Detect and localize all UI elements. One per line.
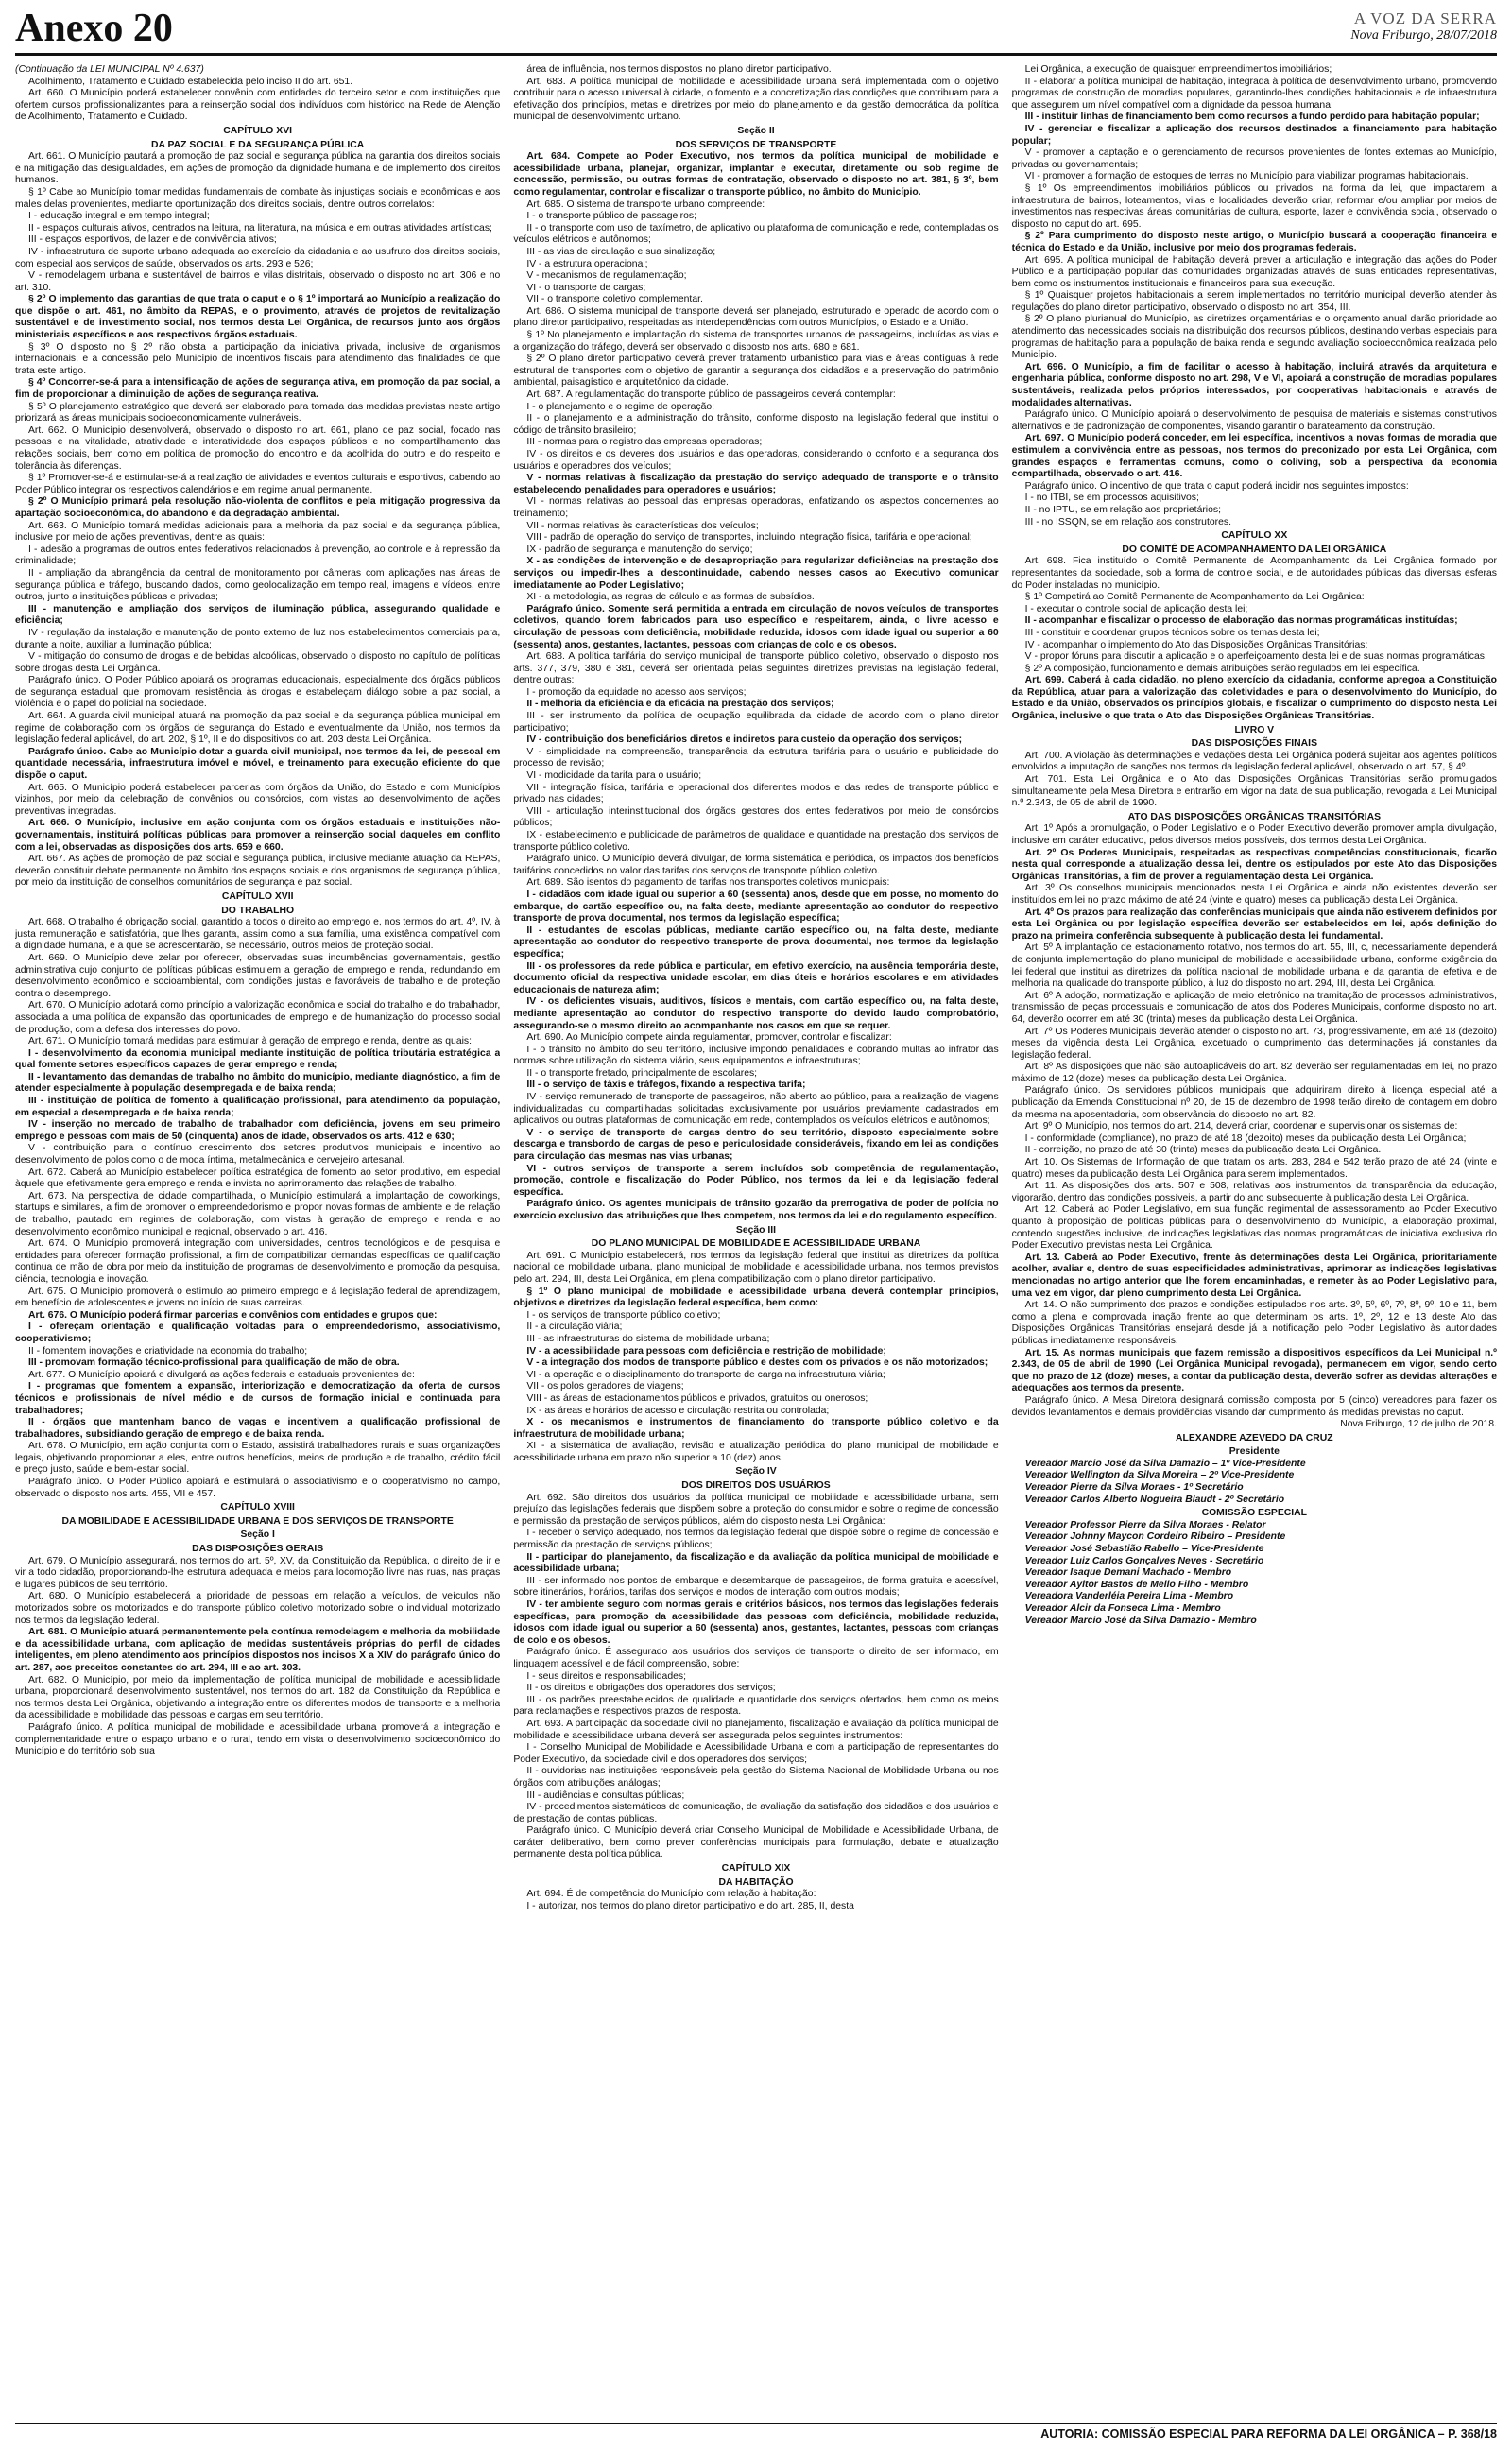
paragraph: § 1º Competirá ao Comitê Permanente de Acompanhamento da Lei Orgânica: xyxy=(1024,592,1365,603)
paragraph: Parágrafo único. A Mesa Diretora designará comissão composta por 5 (cinco) vereadores para fazer os devidos levantamentos e demais providências visando dar cumprimento às medidas previstas no caput. xyxy=(1011,1394,1497,1418)
paragraph: VII - integração física, tarifária e operacional dos diferentes modos e das redes de transporte público e privado nas cidades; xyxy=(513,782,999,805)
paragraph: III - espaços esportivos, de lazer e de convivência ativos; xyxy=(28,234,277,246)
paragraph: I - programas que fomentem a expansão, interiorização e democratização da oferta de cursos técnicos e profissionais de nível médio e de cursos de formação inicial e continuada para trabalhadores; xyxy=(15,1381,501,1416)
paragraph: Parágrafo único. O Poder Público apoiará os programas educacionais, especialmente dos órgãos públicos de segurança estadual que promovam resistência às drogas e estabeleçam diálogo sobre a paz social, a violência e o papel do policial na sociedade. xyxy=(15,675,501,710)
paragraph: I - os serviços de transporte público coletivo; xyxy=(526,1309,721,1321)
paragraph: Art. 667. As ações de promoção de paz social e segurança pública, inclusive mediante atuação da REPAS, deverão constituir debate permanente no âmbito dos espaços sociais e dos organismos de segurança pública, por meio da instituição de conselhos comunitários de segurança e paz social. xyxy=(15,854,501,889)
section-heading: DOS SERVIÇOS DE TRANSPORTE xyxy=(675,139,837,150)
paragraph: § 1º No planejamento e implantação do sistema de transportes urbanos de passageiros, incluídas as vias e a organização do tráfego, deverá ser observado o disposto nos arts. 680 e 681. xyxy=(513,330,999,353)
paragraph: Art. 13. Caberá ao Poder Executivo, frente às determinações desta Lei Orgânica, prioritariamente acolher, avaliar e, dentro de suas especificidades administrativas, aprimorar as indicações legislativas mencionadas no artigo anterior que lhe forem encaminhadas, e remeter às ao Poder Legislativo para, uma vez em vigor, dar pleno cumprimento desta Lei Orgânica. xyxy=(1011,1252,1497,1299)
paragraph: Parágrafo único. Somente será permitida a entrada em circulação de novos veículos de transportes coletivos, quando forem fabricados para uso específico e respeitarem, ainda, o livre acesso e circulação de pessoas com deficiência, mobilidade reduzida, idosos com idade igual ou superior a 60 (sessenta) anos, gestantes, lactantes, pessoas com crianças de colo e os obesos. xyxy=(513,603,999,650)
paragraph: II - correição, no prazo de até 30 (trinta) meses da publicação desta Lei Orgânica. xyxy=(1024,1145,1382,1156)
paragraph: Art. 670. O Município adotará como princípio a valorização econômica e social do trabalho e do trabalhador, associada a uma política de expansão das oportunidades de emprego e de humanização do processo social de produção, com a defesa dos interesses do povo. xyxy=(15,1000,501,1035)
paragraph: Art. 693. A participação da sociedade civil no planejamento, fiscalização e avaliação da política municipal de mobilidade e acessibilidade urbana deverá ser assegurada pelos seguintes instrumentos: xyxy=(513,1718,999,1741)
signatory-line: Vereador Ayltor Bastos de Mello Filho - Membro xyxy=(1024,1579,1249,1590)
paragraph: Art. 697. O Município poderá conceder, em lei específica, incentivos a novas formas de moradia que estimulem a convivência entre as pessoas, nos termos do preconizado por esta Lei Orgânica, com grandes espaços e ferramentas comuns, como o coliving, sob a perspectiva da economia compartilhada, observado o art. 416. xyxy=(1011,433,1497,480)
paragraph: I - o trânsito no âmbito do seu território, inclusive impondo penalidades e cobrando multas ao infrator das normas sobre utilização do sistema viário, seus equipamentos e infraestruturas; xyxy=(513,1044,999,1067)
paragraph: I - ofereçam orientação e qualificação voltadas para o empreendedorismo, associativismo, cooperativismo; xyxy=(15,1322,501,1344)
paragraph: Art. 687. A regulamentação do transporte público de passageiros deverá contemplar: xyxy=(526,389,896,401)
paragraph: Art. 668. O trabalho é obrigação social, garantido a todos o direito ao emprego e, nos termos do art. 4º, IV, à justa remuneração e satisfatória, que lhes garanta, assim como a sua família, uma existência compatível com a dignidade humana, e a que se acrescentarão, se necessário, outros meios de proteção social. xyxy=(15,917,501,952)
paragraph: VI - promover a formação de estoques de terras no Município para viabilizar programas habitacionais. xyxy=(1024,171,1469,182)
paragraph: Art. 671. O Município tomará medidas para estimular à geração de emprego e renda, dentre as quais: xyxy=(28,1036,472,1047)
edition-date: Nova Friburgo, 28/07/2018 xyxy=(1350,28,1497,43)
paragraph: I - receber o serviço adequado, nos termos da legislação federal que dispõe sobre o regime de concessão e permissão da prestação de serviços públicos; xyxy=(513,1528,999,1551)
paragraph: Art. 663. O Município tomará medidas adicionais para a melhoria da paz social e da segurança pública, inclusive por meio de ações preventivas, dentre as quais: xyxy=(15,520,501,544)
signatory-line: Vereador Marcio José da Silva Damazio – 1º Vice-Presidente xyxy=(1024,1458,1306,1469)
paragraph: Art. 5º A implantação de estacionamento rotativo, nos termos do art. 55, III, c, necessariamente dependerá de conjunta implementação do plano municipal de mobilidade e acessibilidade urbana, conforme exigência da lei federal que institui as diretrizes da política nacional de mobilidade urbana e da garantia de efetiva e de melhoria na qualidade do transporte público, à luz do disposto no art. 294, III, desta Lei Orgânica. xyxy=(1011,942,1497,990)
paragraph: I - promoção da equidade no acesso aos serviços; xyxy=(526,686,747,698)
paragraph: I - conformidade (compliance), no prazo de até 18 (dezoito) meses da publicação desta Lei Orgânica; xyxy=(1024,1132,1467,1144)
paragraph: I - adesão a programas de outros entes federativos relacionados à prevenção, ao controle e à repressão da criminalidade; xyxy=(15,544,501,567)
section-heading: DO TRABALHO xyxy=(221,905,295,916)
paragraph: V - simplicidade na compreensão, transparência da estrutura tarifária para o usuário e publicidade do processo de revisão; xyxy=(513,746,999,769)
paragraph: Art. 660. O Município poderá estabelecer convênio com entidades do terceiro setor e com instituições que ofertem cursos profissionalizantes para a reinserção social dos indivíduos com histórico na Rede de Atenção de Acolhimento, Tratamento e Cuidado. xyxy=(15,88,501,123)
page-footer xyxy=(15,2423,1497,2446)
paragraph: II - melhoria da eficiência e da eficácia na prestação dos serviços; xyxy=(526,699,834,710)
section-heading: DO COMITÊ DE ACOMPANHAMENTO DA LEI ORGÂNICA xyxy=(1122,544,1387,555)
paragraph: Art. 677. O Município apoiará e divulgará as ações federais e estaduais provenientes de: xyxy=(28,1369,415,1380)
paragraph: Art. 689. São isentos do pagamento de tarifas nos transportes coletivos municipais: xyxy=(526,877,890,889)
paragraph: II - participar do planejamento, da fiscalização e da avaliação da política municipal de mobilidade e acessibilidade urbana; xyxy=(513,1551,999,1575)
paragraph: XI - a metodologia, as regras de cálculo e as formas de subsídios. xyxy=(526,592,815,603)
paragraph: VIII - articulação interinstitucional dos órgãos gestores dos entes federativos por meio de consórcios públicos; xyxy=(513,805,999,829)
paragraph: § 2º Para cumprimento do disposto neste artigo, o Município buscará a cooperação financeira e técnica do Estado e da União, inclusive por meio dos programas federais. xyxy=(1011,231,1497,253)
text-column-3 xyxy=(1012,64,1497,2418)
section-heading: Presidente xyxy=(1228,1446,1280,1458)
signatory-line: Vereador Alcir da Fonseca Lima - Membro xyxy=(1024,1603,1221,1614)
paragraph: Art. 665. O Município poderá estabelecer parcerias com órgãos da União, do Estado e com Municípios vizinhos, por meio da celebração de convênios ou consórcios, com vistas ao desenvolvimento de ações preventivas integradas. xyxy=(15,782,501,817)
paragraph: II - os direitos e obrigações dos operadores dos serviços; xyxy=(526,1683,776,1694)
paragraph: VII - os polos geradores de viagens; xyxy=(526,1381,684,1392)
paragraph: Art. 15. As normas municipais que fazem remissão a dispositivos específicos da Lei Municipal n.º 2.343, de 05 de abril de 1990 (Lei Orgânica Municipal revogada), permanecem em vigor, sendo certo que no prazo de 12 (doze) meses, a contar da publicação desta, deverão sofrer as devidas alterações e adequações aos termos da presente. xyxy=(1011,1347,1497,1394)
paragraph: § 2º A composição, funcionamento e demais atribuições serão regulados em lei específica. xyxy=(1024,663,1420,674)
paragraph: Art. 684. Compete ao Poder Executivo, nos termos da política municipal de mobilidade e acessibilidade urbana, planejar, organizar, implantar e executar, diretamente ou sob regime de concessão, permissão, ou outras formas de contratação, observado o disposto no art. 381, § 3º, bem como regulamentar, controlar e fiscalizar o transporte público, no âmbito do Município. xyxy=(513,151,999,198)
paragraph: V - contribuição para o contínuo crescimento dos setores produtivos municipais e incentivo ao desenvolvimento de polos como o de moda íntima, metalmecânica e cervejeiro artesanal. xyxy=(15,1143,501,1167)
section-heading: Seção III xyxy=(735,1224,777,1236)
paragraph: Art. 674. O Município promoverá integração com universidades, centros tecnológicos e de pesquisa e entidades para oferecer formação profissional, a fim de compatibilizar demandas específicas de qualificação continua de mão de obra por meio da instituição de programas de desenvolvimento e promoção da pesquisa, ciência, tecnologia e inovação. xyxy=(15,1238,501,1285)
paragraph: II - o transporte fretado, principalmente de escolares; xyxy=(526,1067,758,1079)
paragraph: I - Conselho Municipal de Mobilidade e Acessibilidade Urbana e com a participação de representantes do Poder Executivo, da sociedade civil e dos operadores dos serviços; xyxy=(513,1742,999,1765)
text-column-2 xyxy=(513,64,998,2418)
paragraph: I - educação integral e em tempo integral; xyxy=(28,211,210,222)
paragraph: III - promovam formação técnico-profissional para qualificação de mão de obra. xyxy=(28,1357,400,1369)
paragraph: Art. 9º O Município, nos termos do art. 214, deverá criar, coordenar e supervisionar os sistemas de: xyxy=(1024,1121,1458,1132)
paragraph: II - fomentem inovações e criatividade na economia do trabalho; xyxy=(28,1345,308,1357)
paragraph: Art. 694. É de competência do Município com relação à habitação: xyxy=(526,1889,816,1900)
signatory-line: Vereador Isaque Demani Machado - Membro xyxy=(1024,1567,1232,1579)
paragraph: II - o transporte com uso de taxímetro, de aplicativo ou plataforma de comunicação e rede, contempladas os veículos elétricos e autônomos; xyxy=(513,222,999,246)
paragraph: V - o serviço de transporte de cargas dentro do seu território, disposto especialmente sobre descarga e transbordo de cargas de peso e periculosidade consideráveis, fixando em lei as condições para circulação das mesmas nas vias urbanas; xyxy=(513,1127,999,1163)
signatory-line: Vereador Johnny Maycon Cordeiro Ribeiro – Presidente xyxy=(1024,1531,1286,1543)
newspaper-name: A VOZ DA SERRA xyxy=(1353,9,1497,27)
paragraph: II - o planejamento e a administração do trânsito, conforme disposto na legislação federal que institui o código de trânsito brasileiro; xyxy=(513,413,999,436)
paragraph: Art. 7º Os Poderes Municipais deverão atender o disposto no art. 73, progressivamente, em até 18 (dezoito) meses da vigência desta Lei Orgânica, excetuado o cumprimento das determinações já constantes da legislação federal. xyxy=(1011,1026,1497,1061)
paragraph: IV - os direitos e os deveres dos usuários e das operadoras, considerando o conforto e a segurança dos usuários e operadores dos veículos; xyxy=(513,449,999,472)
paragraph: Art. 682. O Município, por meio da implementação de política municipal de mobilidade e acessibilidade urbana, proporcionará desenvolvimento sustentável, nos termos do art. 182 da Constituição da República e nos termos desta Lei Orgânica, objetivando a integração entre os diferentes modos de transporte e a melhoria da acessibilidade e mobilidade das pessoas e cargas em seu território. xyxy=(15,1674,501,1721)
paragraph: Art. 4º Os prazos para realização das conferências municipais que ainda não estiverem definidos por esta Lei Orgânica ou por legislação específica deverão ser estabelecidos em lei, após definição do prazo na primeira conferência subsequente à publicação desta lei fundamental. xyxy=(1011,907,1497,942)
paragraph: Acolhimento, Tratamento e Cuidado estabelecida pelo inciso II do art. 651. xyxy=(28,76,353,87)
paragraph: § 2º O plano plurianual do Município, as diretrizes orçamentárias e o orçamento anual darão prioridade ao atendimento das necessidades sociais na distribuição dos recursos públicos, destinando verbas especiais para programas de habitação para a população de baixa renda e segundo avaliação socioeconômica realizada pelo Município. xyxy=(1011,314,1497,361)
paragraph: IV - infraestrutura de suporte urbano adequada ao exercício da cidadania e ao usufruto dos direitos sociais, com especial aos serviços de saúde, observados os arts. 293 e 526; xyxy=(15,246,501,269)
paragraph: § 2º O plano diretor participativo deverá prever tratamento urbanístico para vias e áreas contíguas à rede estrutural de transportes com o objetivo de garantir a segurança dos cidadãos e a preservação do patrimônio ambiental, paisagístico e arquitetônico da cidade. xyxy=(513,354,999,389)
paragraph: Art. 662. O Município desenvolverá, observado o disposto no art. 661, plano de paz social, focado nas pessoas e na vitalidade, atratividade e interatividade dos espaços públicos e no compartilhamento das relações sociais, bem como em política de promoção do encontro e da acolhida do outro e do respeito e tolerância às diferenças. xyxy=(15,424,501,472)
paragraph: § 4º Concorrer-se-á para a intensificação de ações de segurança ativa, em promoção da paz social, a fim de proporcionar a diminuição de ações de segurança reativa. xyxy=(15,377,501,401)
paragraph: Art. 14. O não cumprimento dos prazos e condições estipulados nos arts. 3º, 5º, 6º, 7º, 8º, 9º, 10 e 11, bem como a plena e comprovada inação frente ao que determinam os arts. 1º, 2º, 12 e 13 deste Ato das Disposições Orgânicas Transitórias ensejará desde já a notificação pelo Poder Legislativo às autoridades públicas imediatamente responsáveis. xyxy=(1011,1300,1497,1346)
section-heading: DAS DISPOSIÇÕES GERAIS xyxy=(192,1544,324,1555)
signatory-line: Vereador José Sebastião Rabello – Vice-Presidente xyxy=(1024,1544,1264,1555)
paragraph: § 1º Os empreendimentos imobiliários públicos ou privados, na forma da lei, que impactarem a infraestrutura de bairros, loteamentos, vilas e localidades deverão criar, reformar e/ou ampliar por meios de investimentos nas respectivas áreas comunitárias de cultura, esporte, lazer e convivência social, observado o disposto no caput do art. 695. xyxy=(1011,182,1497,230)
paragraph: Art. 673. Na perspectiva de cidade compartilhada, o Município estimulará a implantação de coworkings, startups e similares, a fim de promover o empreendedorismo e propor novas formas de ambiente e de relação de trabalho, pautado em regimes de colaboração, com vistas à geração de emprego e renda e ao desenvolvimento econômico municipal e regional, observado o art. 416. xyxy=(15,1190,501,1237)
paragraph: VI - a operação e o disciplinamento do transporte de carga na infraestrutura viária; xyxy=(526,1369,885,1380)
paragraph: I - o planejamento e o regime de operação; xyxy=(526,401,715,412)
text-columns xyxy=(15,64,1497,2418)
paragraph: I - no ITBI, se em processos aquisitivos; xyxy=(1024,493,1199,504)
paragraph: II - ouvidorias nas instituições responsáveis pela gestão do Sistema Nacional de Mobilidade Urbana ou nos órgãos com atribuições análogas; xyxy=(513,1766,999,1789)
paragraph: Parágrafo único. O incentivo de que trata o caput poderá incidir nos seguintes impostos: xyxy=(1024,480,1409,492)
paragraph: Art. 2º Os Poderes Municipais, respeitadas as respectivas competências constitucionais, ficarão nesta qual corresponde a atualização dessa lei, dentre os estipulados por este Ato das Disposições Orgânicas Transitórias, a fim de prover a regulamentação desta Lei Orgânica. xyxy=(1011,847,1497,882)
paragraph: II - levantamento das demandas de trabalho no âmbito do município, mediante diagnóstico, a fim de atender especialmente à população desempregada e de baixa renda; xyxy=(15,1071,501,1095)
paragraph: Nova Friburgo, 12 de julho de 2018. xyxy=(1340,1419,1497,1430)
paragraph: II - a circulação viária; xyxy=(526,1322,623,1333)
section-heading: ATO DAS DISPOSIÇÕES ORGÂNICAS TRANSITÓRIAS xyxy=(1127,811,1382,822)
paragraph: III - normas para o registro das empresas operadoras; xyxy=(526,437,763,448)
paragraph: VI - normas relativas ao pessoal das empresas operadoras, enfatizando os aspectos concernentes ao treinamento; xyxy=(513,496,999,519)
paragraph: Art. 695. A política municipal de habitação deverá prever a articulação e integração das ações do Poder Público e a participação popular das comunidades organizadas através de suas entidades representativas, bem como os instrumentos institucionais e financeiros para sua execução. xyxy=(1011,254,1497,289)
paragraph: VII - normas relativas às características dos veículos; xyxy=(526,520,759,531)
paragraph: Art. 675. O Município promoverá o estímulo ao primeiro emprego e à legislação federal de aprendizagem, em benefício de adolescentes e jovens no início de suas carreiras. xyxy=(15,1286,501,1309)
paragraph: Art. 672. Caberá ao Município estabelecer política estratégica de fomento ao setor produtivo, em especial àquele que efetivamente gera emprego e renda e invista no aprimoramento das relações de trabalho. xyxy=(15,1167,501,1190)
page-header xyxy=(15,6,1497,56)
paragraph: I - cidadãos com idade igual ou superior a 60 (sessenta) anos, desde que em posse, no momento do embarque, do cartão específico ou, na falta deste, mediante apresentação ao condutor do respectivo transporte de prova documental, nos termos da legislação específica; xyxy=(513,889,999,925)
paragraph: VIII - as áreas de estacionamentos públicos e privados, gratuitos ou onerosos; xyxy=(526,1392,868,1404)
section-heading: DA MOBILIDADE E ACESSIBILIDADE URBANA E DOS SERVIÇOS DE TRANSPORTE xyxy=(61,1515,454,1527)
signatory-line: Vereadora Vanderléia Pereira Lima - Membro xyxy=(1024,1591,1234,1602)
paragraph: § 2º O Município primará pela resolução não-violenta de conflitos e pela mitigação progressiva da apartação socioeconômica, do abandono e da degradação ambiental. xyxy=(15,496,501,519)
paragraph: II - espaços culturais ativos, centrados na leitura, na literatura, na música e em outras atividades artísticas; xyxy=(28,222,492,233)
paragraph: Parágrafo único. A política municipal de mobilidade e acessibilidade urbana promoverá a integração e complementaridade entre o espaço urbano e o rural, tendo em vista o desenvolvimento socioeconômico do Município e do território sob sua xyxy=(15,1721,501,1757)
section-heading: CAPÍTULO XVI xyxy=(223,125,293,136)
paragraph: Art. 686. O sistema municipal de transporte deverá ser planejado, estruturado e operado de acordo com o plano diretor participativo, respeitadas as interdependências com outros Municípios, o Estado e a União. xyxy=(513,305,999,329)
section-heading: COMISSÃO ESPECIAL xyxy=(1201,1508,1308,1519)
paragraph: área de influência, nos termos dispostos no plano diretor participativo. xyxy=(526,64,832,75)
paragraph: Art. 700. A violação às determinações e vedações desta Lei Orgânica poderá sujeitar aos agentes políticos envolvidos a imputação de sanções nos termos da legislação federal aplicável, observado o art. 57, § 4º. xyxy=(1011,750,1497,773)
paragraph: § 1º Cabe ao Município tomar medidas fundamentais de combate às injustiças sociais e econômicas e aos males delas provenientes, mediante oportunização dos direitos sociais, dentre outros correlatos: xyxy=(15,186,501,210)
section-heading: ALEXANDRE AZEVEDO DA CRUZ xyxy=(1176,1432,1333,1443)
paragraph: VI - o transporte de cargas; xyxy=(526,282,646,293)
paragraph: III - os professores da rede pública e particular, em efetivo exercício, na ausência temporária deste, documento oficial da respectiva unidade escolar, em dias úteis e horários escolares e em atividades educacionais de natureza afim; xyxy=(513,960,999,995)
paragraph: I - executar o controle social de aplicação desta lei; xyxy=(1024,603,1248,614)
paragraph: Art. 669. O Município deve zelar por oferecer, observadas suas incumbências governamentais, gestão administrativa cujo conjunto de políticas públicas estimulem a geração de emprego e renda, redundando em desenvolvimento econômico e socioambiental, com condições justas e favoráveis de trabalho e de proteção contra o desemprego. xyxy=(15,952,501,999)
paragraph: § 3º O disposto no § 2º não obsta a participação da iniciativa privada, inclusive de organismos internacionais, e a concessão pelo Município de incentivos fiscais para atendimento das finalidades de que trata este artigo. xyxy=(15,341,501,376)
paragraph: Art. 685. O sistema de transporte urbano compreende: xyxy=(526,199,765,210)
signatory-line: Vereador Luiz Carlos Gonçalves Neves - Secretário xyxy=(1024,1555,1264,1566)
paragraph: Art. 680. O Município estabelecerá a prioridade de pessoas em relação a veículos, de veículos não motorizados sobre os motorizados e do transporte público coletivo motorizado sobre o individual motorizado nos termos da legislação federal. xyxy=(15,1591,501,1626)
section-heading: CAPÍTULO XIX xyxy=(721,1863,791,1875)
section-heading: DAS DISPOSIÇÕES FINAIS xyxy=(1191,738,1317,750)
paragraph: § 5º O planejamento estratégico que deverá ser elaborado para tomada das medidas previstas neste artigo priorizará as áreas municipais socioeconomicamente vulneráveis. xyxy=(15,401,501,424)
paragraph: VI - outros serviços de transporte a serem incluídos sob competência de regulamentação, promoção, controle e fiscalização do Poder Público, nos termos da lei e da legislação federal específica. xyxy=(513,1163,999,1198)
paragraph: Parágrafo único. O Poder Público apoiará e estimulará o associativismo e o cooperativismo no campo, observado o disposto nos arts. 455, VII e 457. xyxy=(15,1477,501,1499)
paragraph: Art. 3º Os conselhos municipais mencionados nesta Lei Orgânica e ainda não existentes deverão ser instituídos em lei no prazo máximo de até 24 (vinte e quatro) meses da publicação desta Lei Orgânica. xyxy=(1011,883,1497,906)
paragraph: Art. 691. O Município estabelecerá, nos termos da legislação federal que institui as diretrizes da política nacional de mobilidade urbana, plano municipal de mobilidade e acessibilidade urbana, nos termos previstos pelo art. 294, III, desta Lei Orgânica, em plena compatibilização com o plano diretor participativo. xyxy=(513,1250,999,1285)
paragraph: II - acompanhar e fiscalizar o processo de elaboração das normas programáticas instituídas; xyxy=(1024,615,1458,627)
newspaper-masthead xyxy=(1350,9,1497,43)
text-column-1 xyxy=(15,64,500,2418)
paragraph: Art. 10. Os Sistemas de Informação de que tratam os arts. 283, 284 e 542 terão prazo de até 24 (vinte e quatro) meses da publicação desta Lei Orgânica para serem implementados. xyxy=(1011,1157,1497,1180)
paragraph: VIII - padrão de operação do serviço de transportes, incluindo integração física, tarifária e operacional; xyxy=(526,532,972,544)
paragraph: Parágrafo único. O Município deverá criar Conselho Municipal de Mobilidade e Acessibilidade Urbana, de caráter deliberativo, bem como prever conferências municipais para formulação, debate e atualização permanente desta política pública. xyxy=(513,1825,999,1860)
paragraph: III - constituir e coordenar grupos técnicos sobre os temas desta lei; xyxy=(1024,627,1320,638)
paragraph: Parágrafo único. Os agentes municipais de trânsito gozarão da prerrogativa de poder de polícia no exercício exclusivo das atribuições que lhes competem, nos termos da lei e do regulamento específico. xyxy=(513,1199,999,1221)
paragraph: Art. 679. O Município assegurará, nos termos do art. 5º, XV, da Constituição da República, o direito de ir e vir a todo cidadão, proporcionando-lhe estrutura adequada e meios para locomoção livre nas ruas, nas praças e lugares públicos de seu território. xyxy=(15,1555,501,1590)
paragraph: V - mitigação do consumo de drogas e de bebidas alcoólicas, observado o disposto no capítulo de políticas sobre drogas desta Lei Orgânica. xyxy=(15,651,501,674)
paragraph: I - autorizar, nos termos do plano diretor participativo e do art. 285, II, desta xyxy=(526,1900,854,1911)
paragraph: Art. 661. O Município pautará a promoção de paz social e segurança pública na garantia dos direitos sociais e na mitigação das desigualdades, em ações de promoção da dignidade humana e de implemento dos direitos humanos. xyxy=(15,151,501,186)
paragraph: IV - gerenciar e fiscalizar a aplicação dos recursos destinados a financiamento para habitação popular; xyxy=(1011,123,1497,147)
paragraph: III - instituição de política de fomento à qualificação profissional, para atendimento da população, em especial a desempregada e de baixa renda; xyxy=(15,1096,501,1118)
paragraph: Art. 1º Após a promulgação, o Poder Legislativo e o Poder Executivo deverão promover ampla divulgação, inclusive em caráter educativo, pelos diversos meios possíveis, dos termos desta Lei Orgânica. xyxy=(1011,823,1497,846)
paragraph: V - mecanismos de regulamentação; xyxy=(526,270,687,282)
paragraph: IX - as áreas e horários de acesso e circulação restrita ou controlada; xyxy=(526,1405,830,1416)
section-heading: Seção II xyxy=(737,125,775,136)
paragraph: III - ser informado nos pontos de embarque e desembarque de passageiros, de forma gratuita e acessível, sobre itinerários, horários, tarifas dos serviços e modos de interação com outros modais; xyxy=(513,1575,999,1599)
paragraph: V - remodelagem urbana e sustentável de bairros e vilas distritais, observado o disposto no art. 306 e no art. 310. xyxy=(15,270,501,293)
paragraph: (Continuação da LEI MUNICIPAL Nº 4.637) xyxy=(15,64,204,75)
paragraph: III - audiências e consultas públicas; xyxy=(526,1789,685,1801)
paragraph: II - órgãos que mantenham banco de vagas e incentivem a qualificação profissional de trabalhadores, subsidiando geração de emprego e de baixa renda. xyxy=(15,1417,501,1440)
section-heading: DO PLANO MUNICIPAL DE MOBILIDADE E ACESSIBILIDADE URBANA xyxy=(591,1238,921,1250)
paragraph: Parágrafo único. É assegurado aos usuários dos serviços de transporte o direito de ser informado, em linguagem acessível e de fácil compreensão, sobre: xyxy=(513,1647,999,1669)
section-heading: DA HABITAÇÃO xyxy=(718,1876,794,1888)
paragraph: IV - contribuição dos beneficiários diretos e indiretos para custeio da operação dos serviços; xyxy=(526,734,963,746)
paragraph: IV - os deficientes visuais, auditivos, físicos e mentais, com cartão específico ou, na falta deste, mediante apresentação ao condutor do respectivo transporte do devido laudo comprobatório, assegurando-se o mesmo direito ao acompanhante nos casos em que se requer. xyxy=(513,996,999,1031)
paragraph: § 1º Promover-se-á e estimular-se-á a realização de atividades e eventos culturais e esportivos, cabendo ao Poder Público integrar os respectivos calendários e em regime anual permanente. xyxy=(15,473,501,495)
section-heading: CAPÍTULO XVII xyxy=(221,890,294,902)
paragraph: I - desenvolvimento da economia municipal mediante instituição de política tributária estratégica a qual fomente setores específicos capazes de gerar emprego e renda; xyxy=(15,1047,501,1071)
paragraph: III - instituir linhas de financiamento bem como recursos a fundo perdido para habitação popular; xyxy=(1024,112,1480,123)
paragraph: II - no IPTU, se em relação aos proprietários; xyxy=(1024,504,1221,515)
paragraph: III - os padrões preestabelecidos de qualidade e quantidade dos serviços ofertados, bem como os meios para reclamações e respectivos prazos de resposta. xyxy=(513,1694,999,1718)
paragraph: IX - padrão de segurança e manutenção do serviço; xyxy=(526,544,753,555)
paragraph: Parágrafo único. O Município apoiará o desenvolvimento de pesquisa de materiais e sistemas construtivos alternativos e de padronização de componentes, visando garantir o barateamento da construção. xyxy=(1011,409,1497,432)
paragraph: III - o serviço de táxis e tráfegos, fixando a respectiva tarifa; xyxy=(526,1080,806,1091)
paragraph: IV - acompanhar o implemento do Ato das Disposições Orgânicas Transitórias; xyxy=(1024,639,1368,650)
paragraph: Art. 664. A guarda civil municipal atuará na promoção da paz social e da segurança pública municipal em regime de colaboração com os órgãos de segurança do Estado e eventualmente da União, nos termos da legislação federal aplicável, do art. 202, § 1º, II e do dispositivos do art. 203 desta Lei Orgânica. xyxy=(15,711,501,746)
paragraph: IV - procedimentos sistemáticos de comunicação, de avaliação da satisfação dos cidadãos e dos usuários e de prestação de contas públicas. xyxy=(513,1802,999,1824)
paragraph: V - normas relativas à fiscalização da prestação do serviço adequado de transporte e o trânsito estabelecendo penalidades para operadores e usuários; xyxy=(513,473,999,495)
paragraph: II - ampliação da abrangência da central de monitoramento por câmeras com aplicações nas áreas de segurança pública e tráfego, buscando dados, como geolocalização em tempo real, imagens e vídeos, entre outros, junto a instituições públicas e privadas; xyxy=(15,567,501,603)
paragraph: IV - serviço remunerado de transporte de passageiros, não aberto ao público, para a realização de viagens individualizadas ou compartilhadas solicitadas exclusivamente por usuários previamente cadastrados em aplicativos ou outras plataformas de comunicação em rede, contemplados os veículos elétricos e autônomos; xyxy=(513,1092,999,1127)
paragraph: Parágrafo único. Cabe ao Município dotar a guarda civil municipal, nos termos da lei, de pessoal em quantidade necessária, infraestrutura imóvel e móvel, e treinamento para execução eficiente do que dispõe o caput. xyxy=(15,746,501,782)
paragraph: Art. 8º As disposições que não são autoaplicáveis do art. 82 deverão ser regulamentadas em lei, no prazo máximo de 12 (doze) meses da publicação desta Lei Orgânica. xyxy=(1011,1062,1497,1084)
paragraph: IV - a acessibilidade para pessoas com deficiência e restrição de mobilidade; xyxy=(526,1345,886,1357)
paragraph: XI - a sistemática de avaliação, revisão e atualização periódica do plano municipal de mobilidade e acessibilidade urbana em prazo não superior a 10 (dez) anos. xyxy=(513,1441,999,1463)
paragraph: VI - modicidade da tarifa para o usuário; xyxy=(526,770,702,782)
paragraph: IV - a estrutura operacional; xyxy=(526,258,648,269)
paragraph: Parágrafo único. O Município deverá divulgar, de forma sistemática e periódica, os impactos dos benefícios tarifários concedidos no valor das tarifas dos serviços de transporte público coletivo. xyxy=(513,854,999,876)
paragraph: Art. 683. A política municipal de mobilidade e acessibilidade urbana será implementada com o objetivo contribuir para o acesso universal à cidade, o fomento e a concretização das condições que contribuam para a efetivação dos princípios, metas e diretrizes por meio do planejamento e da gestão democrática da política municipal de desenvolvimento urbano. xyxy=(513,76,999,123)
signatory-line: Vereador Pierre da Silva Moraes - 1º Secretário xyxy=(1024,1482,1244,1494)
section-heading: Seção I xyxy=(240,1529,275,1541)
paragraph: V - promover a captação e o gerenciamento de recursos provenientes de fontes externas ao Município, privadas ou governamentais; xyxy=(1011,147,1497,170)
paragraph: Art. 678. O Município, em ação conjunta com o Estado, assistirá trabalhadores rurais e suas organizações legais, objetivando proporcionar a eles, entre outros benefícios, meios de produção e de trabalho, crédito fácil e preço justo, saúde e bem-estar social. xyxy=(15,1441,501,1476)
paragraph: III - no ISSQN, se em relação aos construtores. xyxy=(1024,516,1231,527)
paragraph: III - as infraestruturas do sistema de mobilidade urbana; xyxy=(526,1333,770,1344)
paragraph: Art. 12. Caberá ao Poder Legislativo, em sua função regimental de assessoramento ao Poder Executivo quanto à proposição de políticas públicas para o desenvolvimento do Município, a elaboração proximal, contendo sugestões inclusive, de indicações legislativas das normas programáticas de iniciativa exclusiva do Poder Executivo previstas nesta Lei Orgânica. xyxy=(1011,1204,1497,1252)
section-heading: DOS DIREITOS DOS USUÁRIOS xyxy=(681,1480,831,1492)
paragraph: Art. 692. São direitos dos usuários da política municipal de mobilidade e acessibilidade urbana, sem prejuízo das legislações federais que dispõem sobre a proteção do consumidor e sobre o regime de concessão e permissão da prestação de serviços públicos, além do disposto nesta Lei Orgânica: xyxy=(513,1492,999,1527)
paragraph: Art. 681. O Município atuará permanentemente pela contínua remodelagem e melhoria da mobilidade e da acessibilidade urbana, com aplicação de medidas sustentáveis próprias do perfil de cidades inteligentes, em pleno atendimento aos princípios dispostos nos incisos X a XIV do parágrafo único do art. 287, aos preceitos constantes do art. 294, III e ao art. 303. xyxy=(15,1627,501,1673)
paragraph: Art. 699. Caberá à cada cidadão, no pleno exercício da cidadania, conforme apregoa a Constituição da República, atuar para a valorização das coletividades e para o desenvolvimento do Município, do Estado e da União, observados os princípios globais, e fiscalizar o cumprimento do disposto nesta Lei Orgânica, inclusive o que trata o Ato das Disposições Orgânicas Transitórias. xyxy=(1011,675,1497,722)
paragraph: § 2º O implemento das garantias de que trata o caput e o § 1º importará ao Município a realização do que dispõe o art. 461, no âmbito da REPAS, e o provimento, através de projetos de revitalização sustentável e de investimento social, nos termos desta Lei Orgânica, de recursos junto aos órgãos ministeriais específicos e aos respectivos órgãos estaduais. xyxy=(15,294,501,341)
paragraph: II - elaborar a política municipal de habitação, integrada à política de desenvolvimento urbano, promovendo programas de construção de moradias populares, garantindo-lhes condições habitacionais e de infraestrutura que assegurem um nível compatível com a dignidade da pessoa humana; xyxy=(1011,76,1497,111)
paragraph: IV - inserção no mercado de trabalho de trabalhador com deficiência, jovens em seu primeiro emprego e pessoas com mais de 50 (cinquenta) anos de idade, observados os arts. 412 e 630; xyxy=(15,1119,501,1142)
paragraph: III - as vias de circulação e sua sinalização; xyxy=(526,246,716,257)
signatory-line: Vereador Professor Pierre da Silva Moraes - Relator xyxy=(1024,1519,1266,1530)
paragraph: I - o transporte público de passageiros; xyxy=(526,211,696,222)
section-heading: DA PAZ SOCIAL E DA SEGURANÇA PÚBLICA xyxy=(150,139,365,150)
signatory-line: Vereador Wellington da Silva Moreira – 2º Vice-Presidente xyxy=(1024,1470,1295,1481)
paragraph: Art. 6º A adoção, normatização e aplicação de meio eletrônico na tramitação de processos administrativos, transmissão de peças processuais e comunicação de atos dos Poderes Municipais, conforme disposto no art. 64, deverão ocorrer em até 30 (trinta) meses da publicação desta Lei Orgânica. xyxy=(1011,990,1497,1025)
paragraph: I - seus direitos e responsabilidades; xyxy=(526,1670,686,1682)
signatory-line: Vereador Carlos Alberto Nogueira Blaudt - 2º Secretário xyxy=(1024,1494,1285,1505)
paragraph: § 1º O plano municipal de mobilidade e acessibilidade urbana deverá contemplar princípios, objetivos e diretrizes da legislação federal específica, bem como: xyxy=(513,1286,999,1309)
paragraph: X - os mecanismos e instrumentos de financiamento do transporte público coletivo e da infraestrutura de mobilidade urbana; xyxy=(513,1417,999,1440)
paragraph: VII - o transporte coletivo complementar. xyxy=(526,294,703,305)
paragraph: Art. 688. A política tarifária do serviço municipal de transporte público coletivo, observado o disposto nos arts. 377, 379, 380 e 381, deverá ser orientada pelas seguintes diretrizes previstas na legislação federal, dentre outras: xyxy=(513,651,999,686)
paragraph: § 1º Quaisquer projetos habitacionais a serem implementados no território municipal deverão atender às regulações do plano diretor participativo, observado o disposto no art. 354, III. xyxy=(1011,290,1497,313)
paragraph: Art. 701. Esta Lei Orgânica e o Ato das Disposições Orgânicas Transitórias serão promulgados simultaneamente pela Mesa Diretora e entrarão em vigor na data de sua publicação, revogada a Lei Municipal n.º 2.343, de 05 de abril de 1990. xyxy=(1011,774,1497,809)
paragraph: II - estudantes de escolas públicas, mediante cartão específico ou, na falta deste, mediante apresentação ao condutor do respectivo transporte de prova documental, nos termos da legislação específica; xyxy=(513,925,999,959)
paragraph: Art. 698. Fica instituído o Comitê Permanente de Acompanhamento da Lei Orgânica formado por representantes da sociedade, sob a forma de controle social, e de autoridades públicas das diversas esferas do Poder instaladas no município. xyxy=(1011,556,1497,591)
paragraph: V - propor fóruns para discutir a aplicação e o aperfeiçoamento desta lei e de suas normas programáticas. xyxy=(1024,651,1487,663)
authorship-line: AUTORIA: COMISSÃO ESPECIAL PARA REFORMA DA LEI ORGÂNICA – P. 368/18 xyxy=(1040,2428,1497,2441)
paragraph: Parágrafo único. Os servidores públicos municipais que adquiriram direito à licença especial até a publicação da Emenda Constitucional nº 20, de 15 de dezembro de 1998 terão direito de contagem em dobro da mesma na aposentadoria, com observância do disposto no art. 82. xyxy=(1011,1085,1497,1120)
paragraph: Art. 666. O Município, inclusive em ação conjunta com os órgãos estaduais e instituições não-governamentais, instituirá políticas públicas para promover a reinserção social daqueles em conflito com a lei, observadas as disposições dos arts. 659 e 660. xyxy=(15,818,501,853)
paragraph: X - as condições de intervenção e de desapropriação para regularizar deficiências na prestação dos serviços ou impedir-lhes a descontinuidade, cabendo nesses casos ao Executivo comunicar imediatamente ao Poder Legislativo; xyxy=(513,556,999,591)
paragraph: III - ser instrumento da política de ocupação equilibrada da cidade de acordo com o plano diretor participativo; xyxy=(513,711,999,734)
paragraph: Art. 696. O Município, a fim de facilitar o acesso à habitação, incluirá através da arquitetura e engenharia pública, conforme disposto no art. 298, V e VI, apoiará a construção de moradias populares sustentáveis, realizada pelos próprios interessados, por cooperativas habitacionais e através de modalidades alternativas. xyxy=(1011,361,1497,408)
paragraph: IV - ter ambiente seguro com normas gerais e critérios básicos, nos termos das legislações federais específicas, para promoção da acessibilidade das pessoas com deficiência, mobilidade reduzida, idosos com idade igual ou superior a 60 (sessenta) anos, gestantes, lactantes, pessoas com crianças de colo e os obesos. xyxy=(513,1599,999,1646)
paragraph: Art. 11. As disposições dos arts. 507 e 508, relativas aos instrumentos da transparência da educação, vigorarão, dentro das condições possíveis, a partir do ano subsequente à publicação desta Lei Orgânica. xyxy=(1011,1181,1497,1203)
paragraph: IX - estabelecimento e publicidade de parâmetros de qualidade e quantidade na prestação dos serviços de transporte público coletivo. xyxy=(513,830,999,853)
paragraph: Art. 676. O Município poderá firmar parcerias e convênios com entidades e grupos que: xyxy=(28,1309,438,1321)
section-heading: CAPÍTULO XX xyxy=(1221,530,1288,542)
section-title: Anexo 20 xyxy=(15,7,173,50)
paragraph: V - a integração dos modos de transporte público e destes com os privados e os não motorizados; xyxy=(526,1357,988,1369)
section-heading: LIVRO V xyxy=(1234,724,1275,735)
paragraph: IV - regulação da instalação e manutenção de ponto externo de luz nos estabelecimentos comerciais para, durante a noite, auxiliar a iluminação pública; xyxy=(15,627,501,650)
section-heading: Seção IV xyxy=(735,1466,777,1478)
paragraph: III - manutenção e ampliação dos serviços de iluminação pública, assegurando qualidade e eficiência; xyxy=(15,603,501,627)
signatory-line: Vereador Marcio José da Silva Damazio - Membro xyxy=(1024,1615,1257,1626)
paragraph: Art. 690. Ao Município compete ainda regulamentar, promover, controlar e fiscalizar: xyxy=(526,1032,892,1044)
paragraph: Lei Orgânica, a execução de quaisquer empreendimentos imobiliários; xyxy=(1024,64,1332,75)
section-heading: CAPÍTULO XVIII xyxy=(220,1502,295,1513)
